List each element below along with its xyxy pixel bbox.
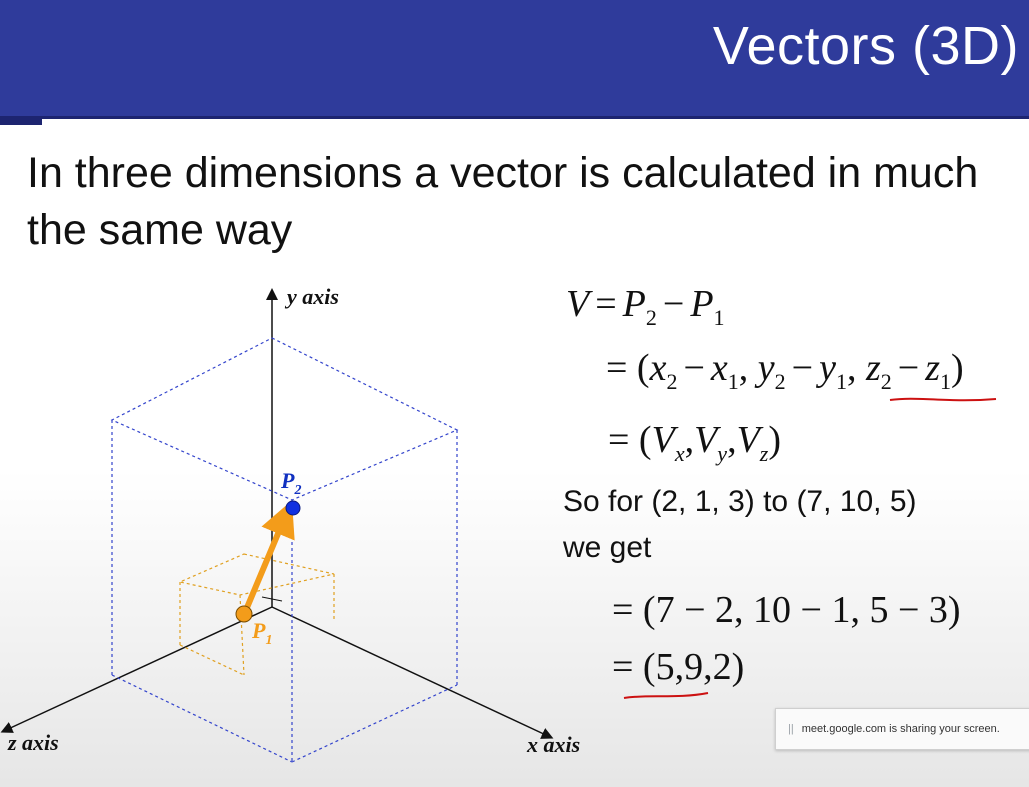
vector-arrow	[246, 517, 285, 610]
z-axis-line	[6, 607, 272, 730]
equation-4: = (7 − 2, 10 − 1, 5 − 3)	[612, 589, 961, 631]
header-accent	[0, 116, 42, 125]
p1-label: $P_1$	[252, 618, 273, 648]
y-axis-label: y axis	[287, 284, 339, 309]
slide-title: Vectors (3D)	[712, 16, 1019, 76]
x-axis-line	[272, 607, 548, 736]
equation-2: = ($x_2 - x_1$, $y_2 - y_1$, $z_2 - z_1$)	[606, 347, 964, 394]
slide-header	[0, 0, 1029, 119]
sharing-text: meet.google.com is sharing your screen.	[801, 723, 1000, 735]
p2-label: $P_2$	[281, 468, 302, 498]
equation-3: = $(V_x,V_y,V_z)$	[608, 419, 781, 466]
red-underline-result	[622, 689, 712, 703]
large-bounding-box	[112, 338, 457, 762]
equation-1: $V = P_2 - P_1$	[566, 283, 725, 330]
we-get-line: we get	[563, 531, 652, 564]
vector-3d-diagram	[0, 270, 620, 787]
x-axis-label: x axis	[527, 732, 581, 757]
equation-5: = (5,9,2)	[612, 646, 745, 688]
so-for-line: So for (2, 1, 3) to (7, 10, 5)	[563, 485, 917, 518]
point-p2	[286, 501, 300, 515]
intro-text: In three dimensions a vector is calculated in much the same way	[27, 149, 979, 254]
z-axis-label: z axis	[8, 730, 59, 755]
screen-sharing-banner[interactable]	[775, 708, 1029, 750]
point-p1	[236, 606, 252, 622]
red-underline-z	[888, 394, 1000, 406]
drag-handle-icon[interactable]: ||	[788, 723, 794, 735]
